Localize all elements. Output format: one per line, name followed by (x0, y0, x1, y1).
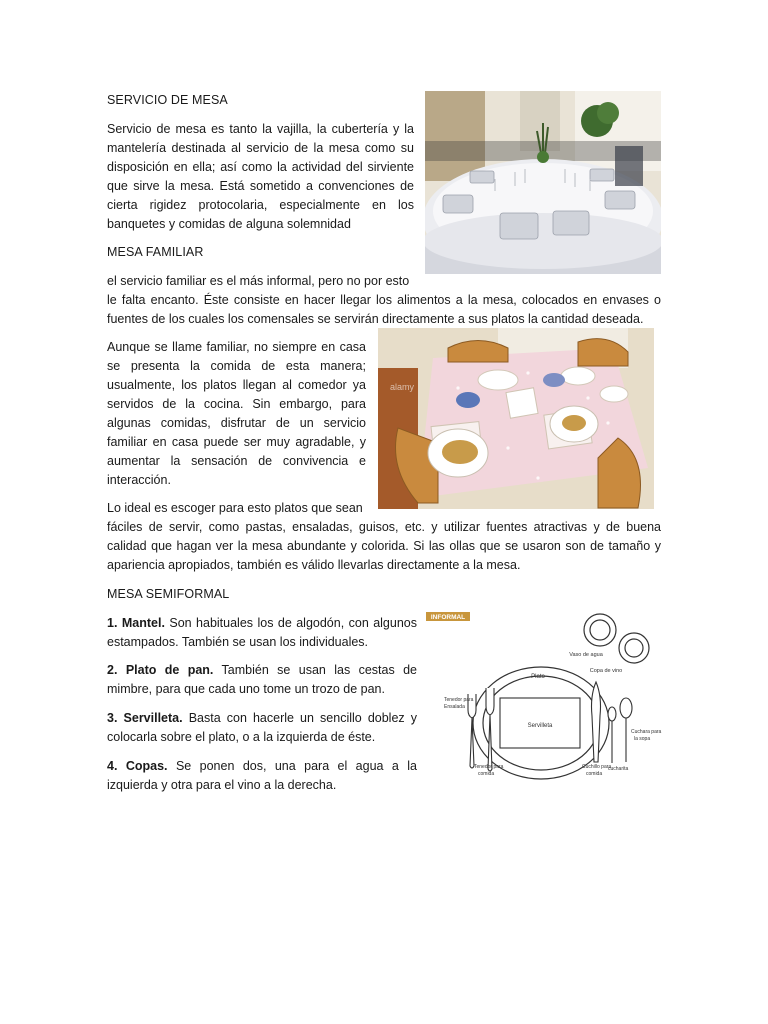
label-copa-de-vino: Copa de vino (589, 668, 623, 674)
label-cuchara-2: la sopa (634, 736, 651, 742)
label-cucharita: cucharita (608, 766, 629, 772)
list-item-term: Plato de pan. (125, 663, 214, 677)
list-item-term: Servilleta. (123, 711, 183, 725)
label-plato: Plato (531, 674, 545, 680)
label-cuchillo-1: Cuchillo para (582, 764, 612, 770)
list-item-servilleta (107, 709, 417, 747)
list-item-term: 3. (107, 711, 118, 725)
list-item-text: Se ponen dos, una para el agua a la izquierda y otra para el vino a la derecha. (107, 759, 417, 792)
list-item-term: 1. (107, 616, 118, 630)
paragraph-servicio: Servicio de mesa es tanto la vajilla, la cubertería y la mantelería destinada al servicio de la mesa como su disposición en ella; así como la actividad del sirviente que sirve la mesa. Está sometido a convenciones de cierta rigidez protocolaria, especialmente en los banquetes y comidas de alguna solemnidad (107, 122, 414, 231)
label-tenedor-comida-2: comida (478, 771, 495, 777)
paragraph-familiar: le falta encanto. Éste consiste en hacer llegar los alimentos a la mesa, colocados en envases o fuentes de los cuales los comensales se servirán directamente a sus platos la cantidad deseada. (107, 293, 661, 326)
list-item-term: Copas. (125, 759, 168, 773)
list-item-plato-de-pan (107, 661, 417, 699)
list-item-mantel (107, 614, 417, 652)
heading-servicio-de-mesa: SERVICIO DE MESA (107, 93, 228, 107)
label-cuchillo-2: comida (586, 771, 603, 777)
paragraph-familiar-3-line1: Lo ideal es escoger para esto platos que sean (107, 501, 363, 515)
label-servilleta: Servilleta (527, 723, 553, 729)
label-tenedor-comida-1: Tenedor para (474, 764, 504, 770)
label-cuchara-1: Cuchara para (631, 729, 662, 735)
photo-watermark: alamy (390, 382, 415, 392)
formal-round-table-photo (425, 91, 661, 274)
paragraph-familiar-2: Aunque se llame familiar, no siempre en casa se presenta la comida de esta manera; usualmente, los platos llegan al comedor ya servidos de la cocina. Sin embargo, para algunas comidas, disfrutar de un servicio familiar en casa puede ser muy agradable, y aumentar la sensación de convivencia e interacción. (107, 340, 366, 487)
label-tenedor-ensalada-1: Tenedor para (444, 697, 474, 703)
list-item-term: 2. (107, 663, 118, 677)
list-item-text: También se usan las cestas de mimbre, para que cada uno tome un trozo de pan. (107, 663, 417, 696)
family-table-photo (378, 328, 654, 509)
table-setting-diagram (426, 608, 666, 786)
paragraph-familiar-3: fáciles de servir, como pastas, ensaladas, guisos, etc. y utilizar fuentes atractivas y de buena calidad que hagan ver la mesa abundante y colorida. Si las ollas que se usaron son de tamaño y apariencia apropiados, también es válido llevarlas directamente a la mesa. (107, 520, 661, 572)
label-vaso-de-agua: Vaso de agua (569, 652, 603, 658)
paragraph-familiar-line1: el servicio familiar es el más informal, pero no por esto (107, 274, 410, 288)
label-tenedor-ensalada-2: Ensalada (444, 704, 465, 710)
list-item-text: Basta con hacerle un sencillo doblez y colocarla sobre el plato, o a la izquierda de éste. (107, 711, 417, 744)
list-item-copas (107, 757, 417, 795)
list-item-term: 4. (107, 759, 118, 773)
list-item-term: Mantel. (121, 616, 165, 630)
list-item-text: Son habituales los de algodón, con algunos estampados. También se usan los individuales. (107, 616, 417, 649)
heading-mesa-semiformal: MESA SEMIFORMAL (107, 587, 230, 601)
informal-badge: INFORMAL (430, 614, 466, 621)
heading-mesa-familiar: MESA FAMILIAR (107, 245, 204, 259)
